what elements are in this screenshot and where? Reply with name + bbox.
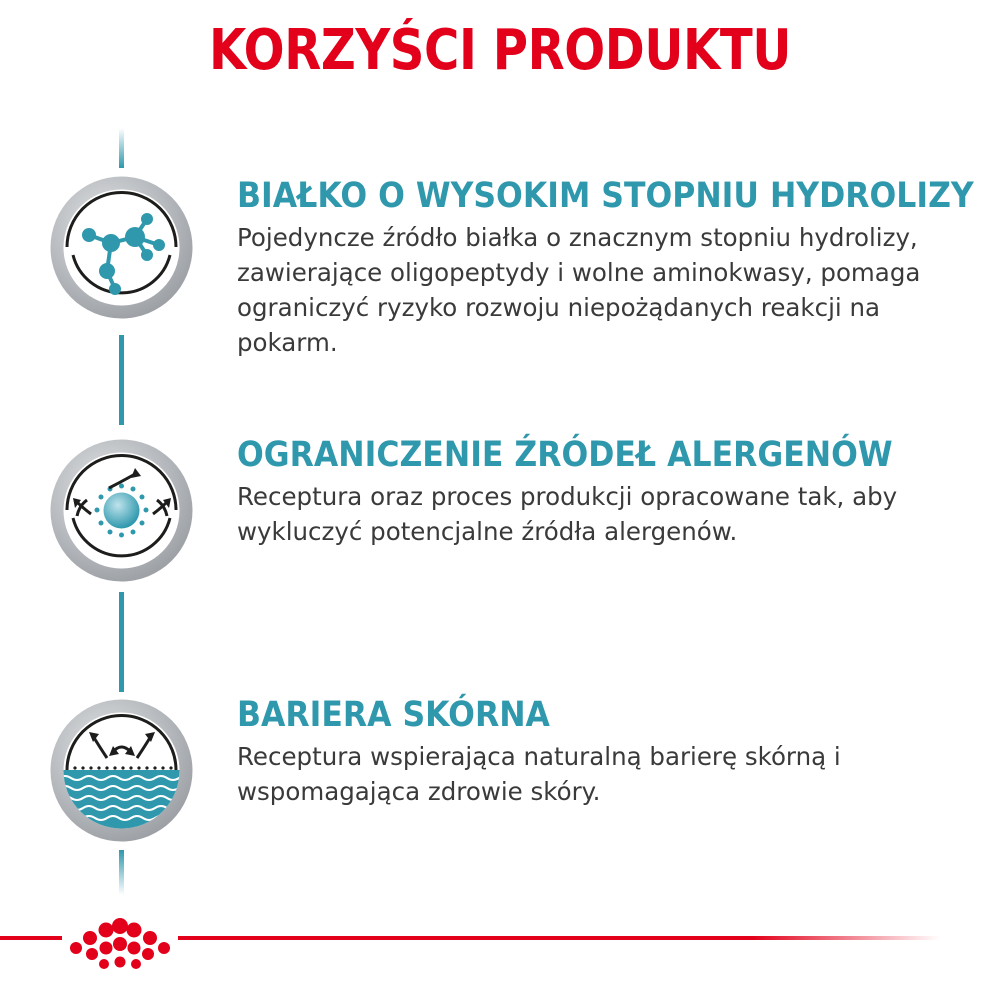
benefit-description: Receptura oraz proces produkcji opracowane tak, aby wykluczyć potencjalne źródła alergenów. bbox=[237, 482, 898, 546]
benefit-title: BIAŁKO O WYSOKIM STOPNIU HYDROLIZY bbox=[237, 176, 974, 216]
benefit-description: Pojedyncze źródło białka o znacznym stopniu hydrolizy, zawierające oligopeptydy i wolne aminokwasy, pomaga ograniczyć ryzyko rozwoju niepożądanych reakcji na pokarm. bbox=[237, 223, 921, 357]
page-title: KORZYŚCI PRODUKTU bbox=[208, 18, 792, 83]
benefit-item bbox=[237, 435, 977, 549]
allergen-barrier-icon bbox=[49, 438, 194, 583]
royal-canin-crown-icon bbox=[62, 914, 178, 974]
benefit-title: BARIERA SKÓRNA bbox=[237, 695, 550, 735]
molecule-icon bbox=[49, 175, 194, 320]
timeline-line bbox=[119, 128, 124, 168]
benefit-item bbox=[237, 176, 977, 360]
benefit-item bbox=[237, 695, 977, 809]
timeline-line bbox=[119, 592, 124, 692]
timeline-line bbox=[119, 850, 124, 895]
timeline-line bbox=[119, 335, 124, 425]
benefit-description: Receptura wspierająca naturalną barierę skórną i wspomagająca zdrowie skóry. bbox=[237, 742, 841, 806]
benefit-title: OGRANICZENIE ŹRÓDEŁ ALERGENÓW bbox=[237, 435, 893, 475]
skin-barrier-icon bbox=[49, 698, 194, 843]
